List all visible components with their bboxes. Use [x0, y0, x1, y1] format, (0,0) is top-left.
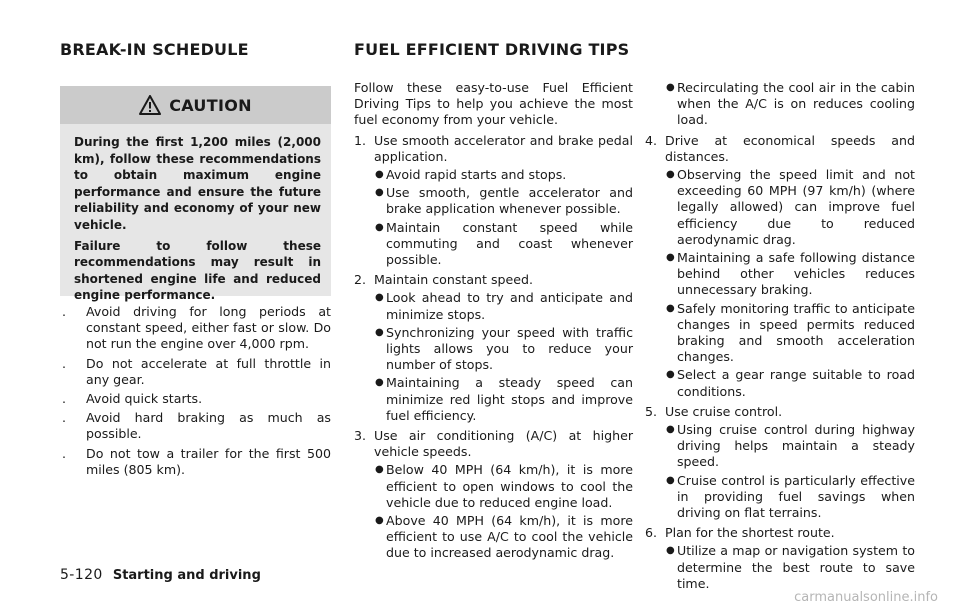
- tip-subitem-text: Recirculating the cool air in the cabin when the A/C is on reduces cooling load.: [677, 80, 915, 128]
- caution-box: [60, 86, 331, 303]
- tip-subitem: ● Use smooth, gentle accelerator and brake application whenever possible.: [375, 185, 633, 217]
- watermark: carmanualsonline.info: [794, 590, 938, 605]
- tip-subitem: ● Avoid rapid starts and stops.: [375, 167, 567, 183]
- tip-text: Use cruise control.: [665, 403, 783, 419]
- tip-item: [354, 133, 633, 165]
- tip-subitem: ● Look ahead to try and anticipate and minimize stops.: [375, 290, 633, 322]
- caution-paragraph: During the first 1,200 miles (2,000 km), follow these recommendations to obtain maximum engine performance and ensure the future reliability and economy of your new vehicle.: [74, 135, 321, 232]
- tip-subitem-text: Look ahead to try and anticipate and minimize stops.: [386, 290, 633, 322]
- tip-subitem-text: Cruise control is particularly effective in providing fuel savings when driving on flat terrains.: [677, 472, 915, 521]
- tip-subitem: ● Above 40 MPH (64 km/h), it is more efficient to use A/C to cool the vehicle due to increased aerodynamic drag.: [375, 513, 633, 561]
- tip-number: 4.: [645, 132, 658, 148]
- tip-subitem: ● Maintaining a steady speed can minimize red light stops and improve fuel efficiency.: [375, 375, 633, 423]
- list-item-text: Avoid hard braking as much as possible.: [86, 410, 331, 442]
- list-item: . Avoid quick starts.: [62, 391, 203, 407]
- tip-number: 3.: [354, 428, 367, 444]
- tip-text: Use smooth accelerator and brake pedal application.: [374, 132, 633, 164]
- tip-number: 6.: [645, 525, 658, 541]
- tip-subitem: ● Recirculating the cool air in the cabin when the A/C is on reduces cooling load.: [666, 80, 915, 128]
- tip-subitem-text: Select a gear range suitable to road conditions.: [677, 367, 915, 399]
- tip-subitem-text: Maintain constant speed while commuting and coast whenever possible.: [386, 219, 633, 268]
- tip-subitem-text: Above 40 MPH (64 km/h), it is more efficient to use A/C to cool the vehicle due to increased aerodynamic drag.: [386, 513, 633, 561]
- list-item: . Do not tow a trailer for the first 500 miles (805 km).: [62, 445, 331, 477]
- tip-subitem-text: Use smooth, gentle accelerator and brake application whenever possible.: [386, 185, 633, 217]
- tip-subitem-text: Maintaining a steady speed can minimize red light stops and improve fuel efficiency.: [386, 375, 633, 423]
- page-number: 5-120: [60, 567, 103, 583]
- tip-subitem: ● Observing the speed limit and not exceeding 60 MPH (97 km/h) (where legally allowed) can improve fuel efficiency due to reduced aerodynamic drag.: [666, 167, 915, 247]
- tip-subitem-text: Maintaining a safe following distance behind other vehicles reduces unnecessary braking.: [677, 250, 915, 298]
- tip-text: Drive at economical speeds and distances.: [665, 132, 915, 164]
- tip-subitem: ● Select a gear range suitable to road conditions.: [666, 367, 915, 399]
- tip-subitem: ● Synchronizing your speed with traffic lights allows you to reduce your number of stops.: [375, 324, 633, 373]
- tips-column-2: [645, 80, 915, 594]
- tip-item: [354, 428, 633, 460]
- tip-number: 5.: [645, 403, 658, 419]
- tip-item: [645, 133, 915, 165]
- tip-subitem: ● Safely monitoring traffic to anticipate changes in speed permits reduced braking and smooth acceleration changes.: [666, 300, 915, 365]
- list-item: . Avoid hard braking as much as possible.: [62, 410, 331, 442]
- list-item-text: Do not accelerate at full throttle in any gear.: [86, 355, 331, 387]
- tip-subitem-text: Using cruise control during highway driving helps maintain a steady speed.: [677, 422, 915, 470]
- tips-intro: Follow these easy-to-use Fuel Efficient Driving Tips to help you achieve the most fuel economy from your vehicle.: [354, 80, 633, 128]
- heading-fuel-efficient-tips: FUEL EFFICIENT DRIVING TIPS: [354, 40, 630, 59]
- tip-item: [645, 404, 915, 420]
- tip-subitem: ● Using cruise control during highway driving helps maintain a steady speed.: [666, 422, 915, 470]
- caution-body: [60, 124, 331, 304]
- heading-break-in-schedule: BREAK-IN SCHEDULE: [60, 40, 249, 59]
- tip-subitem: ● Utilize a map or navigation system to determine the best route to save time.: [666, 543, 915, 591]
- tip-subitem-text: Observing the speed limit and not exceeding 60 MPH (97 km/h) (where legally allowed) can improve fuel efficiency due to reduced aerodynamic drag.: [677, 167, 915, 247]
- tip-subitem: ● Cruise control is particularly effective in providing fuel savings when driving on flat terrains.: [666, 472, 915, 521]
- warning-triangle-icon: [139, 95, 161, 115]
- tip-number: 1.: [354, 132, 367, 148]
- tip-subitem-text: Utilize a map or navigation system to determine the best route to save time.: [677, 543, 915, 591]
- caution-header: [60, 86, 331, 124]
- tip-subitem-text: Below 40 MPH (64 km/h), it is more efficient to open windows to cool the vehicle due to reduced engine load.: [386, 462, 633, 510]
- tip-subitem: ● Below 40 MPH (64 km/h), it is more efficient to open windows to cool the vehicle due to reduced engine load.: [375, 462, 633, 510]
- list-item-text: Do not tow a trailer for the first 500 miles (805 km).: [86, 445, 331, 477]
- section-title: Starting and driving: [112, 568, 261, 583]
- tip-subitem-text: Avoid rapid starts and stops.: [386, 167, 567, 183]
- break-in-list: [60, 304, 331, 481]
- tip-subitem-text: Safely monitoring traffic to anticipate changes in speed permits reduced braking and smooth acceleration changes.: [677, 300, 915, 365]
- tip-text: Maintain constant speed.: [374, 272, 534, 288]
- tip-text: Plan for the shortest route.: [665, 525, 835, 541]
- list-item: . Avoid driving for long periods at constant speed, either fast or slow. Do not run the engine over 4,000 rpm.: [62, 304, 331, 352]
- tips-column-1: [354, 80, 633, 564]
- list-item-text: Avoid driving for long periods at constant speed, either fast or slow. Do not run the engine over 4,000 rpm.: [86, 304, 331, 352]
- tip-subitem: ● Maintain constant speed while commuting and coast whenever possible.: [375, 219, 633, 268]
- tip-subitem-text: Synchronizing your speed with traffic lights allows you to reduce your number of stops.: [386, 324, 633, 373]
- tip-number: 2.: [354, 272, 367, 288]
- list-item: . Do not accelerate at full throttle in any gear.: [62, 355, 331, 387]
- tip-item: [354, 272, 633, 288]
- caution-title: CAUTION: [169, 95, 252, 115]
- tip-subitem: ● Maintaining a safe following distance behind other vehicles reduces unnecessary braking.: [666, 250, 915, 298]
- list-item-text: Avoid quick starts.: [86, 391, 203, 407]
- tip-text: Use air conditioning (A/C) at higher vehicle speeds.: [374, 428, 633, 460]
- caution-paragraph: Failure to follow these recommendations may result in shortened engine life and reduced engine performance.: [74, 238, 321, 303]
- page-footer: [60, 567, 261, 583]
- tip-item: [645, 525, 915, 541]
